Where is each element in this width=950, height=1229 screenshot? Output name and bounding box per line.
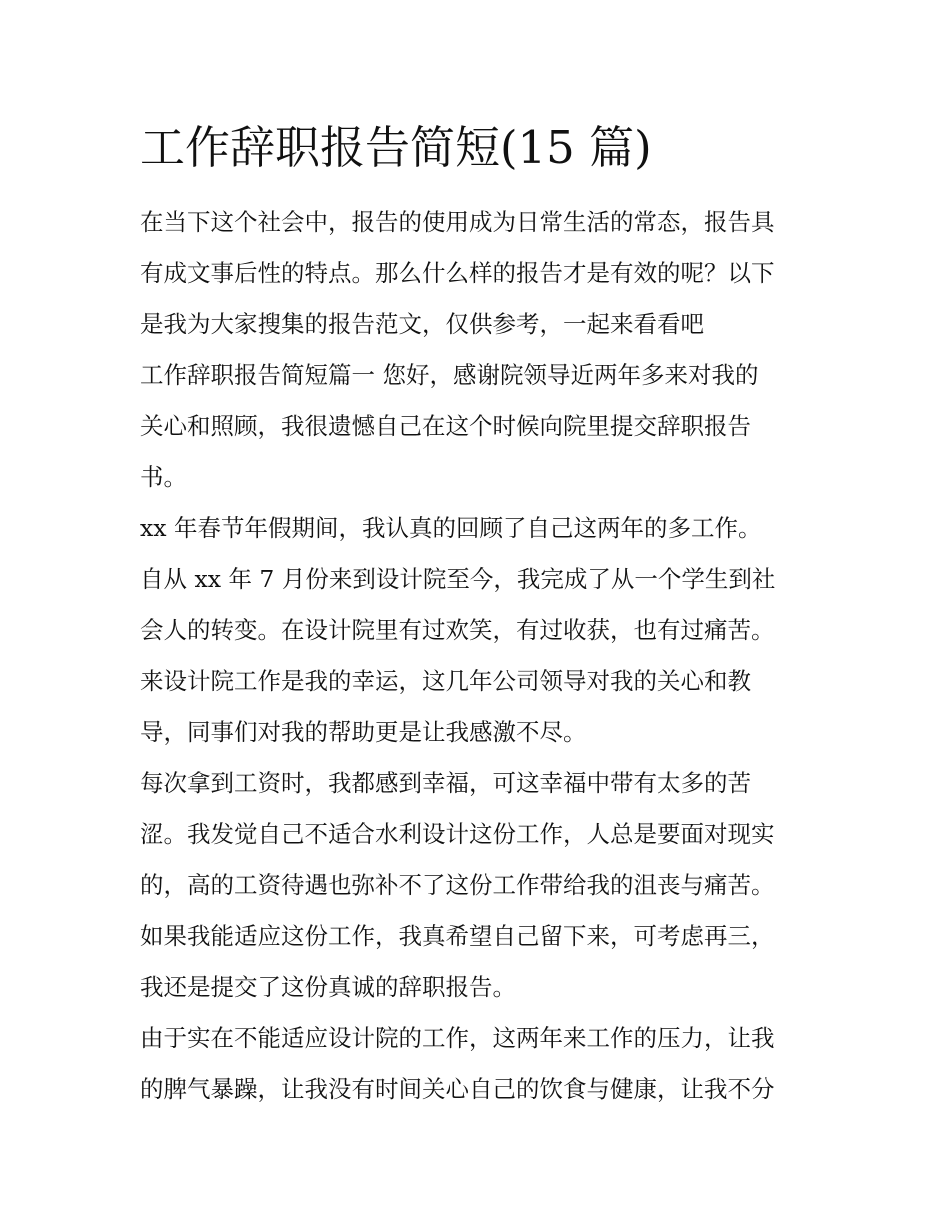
body-line: 涩。我发觉自己不适合水利设计这份工作，人总是要面对现实: [140, 820, 775, 848]
body-line: 我还是提交了这份真诚的辞职报告。: [140, 973, 516, 1001]
body-line: 在当下这个社会中，报告的使用成为日常生活的常态，报告具: [140, 208, 775, 236]
body-line: 工作辞职报告简短篇一 您好，感谢院领导近两年多来对我的: [140, 361, 759, 389]
body-line: 自从 xx 年 7 月份来到设计院至今，我完成了从一个学生到社: [140, 565, 776, 593]
body-line: 导，同事们对我的帮助更是让我感激不尽。: [140, 718, 587, 746]
body-line: xx 年春节年假期间，我认真的回顾了自己这两年的多工作。: [140, 514, 762, 542]
body-line: 如果我能适应这份工作，我真希望自己留下来，可考虑再三，: [140, 922, 775, 950]
body-line: 关心和照顾，我很遗憾自己在这个时候向院里提交辞职报告: [140, 412, 751, 440]
body-line: 会人的转变。在设计院里有过欢笑，有过收获，也有过痛苦。: [140, 616, 775, 644]
body-line: 有成文事后性的特点。那么什么样的报告才是有效的呢？以下: [140, 259, 775, 287]
document-title: 工作辞职报告简短(15 篇): [140, 121, 652, 174]
body-line: 的，高的工资待遇也弥补不了这份工作带给我的沮丧与痛苦。: [140, 871, 775, 899]
body-line: 的脾气暴躁，让我没有时间关心自己的饮食与健康，让我不分: [140, 1075, 775, 1103]
body-line: 来设计院工作是我的幸运，这几年公司领导对我的关心和教: [140, 667, 751, 695]
body-line: 由于实在不能适应设计院的工作，这两年来工作的压力，让我: [140, 1024, 775, 1052]
body-line: 每次拿到工资时，我都感到幸福，可这幸福中带有太多的苦: [140, 769, 751, 797]
body-line: 书。: [140, 463, 187, 491]
document-body: [140, 197, 830, 1115]
body-line: 是我为大家搜集的报告范文，仅供参考，一起来看看吧: [140, 310, 704, 338]
